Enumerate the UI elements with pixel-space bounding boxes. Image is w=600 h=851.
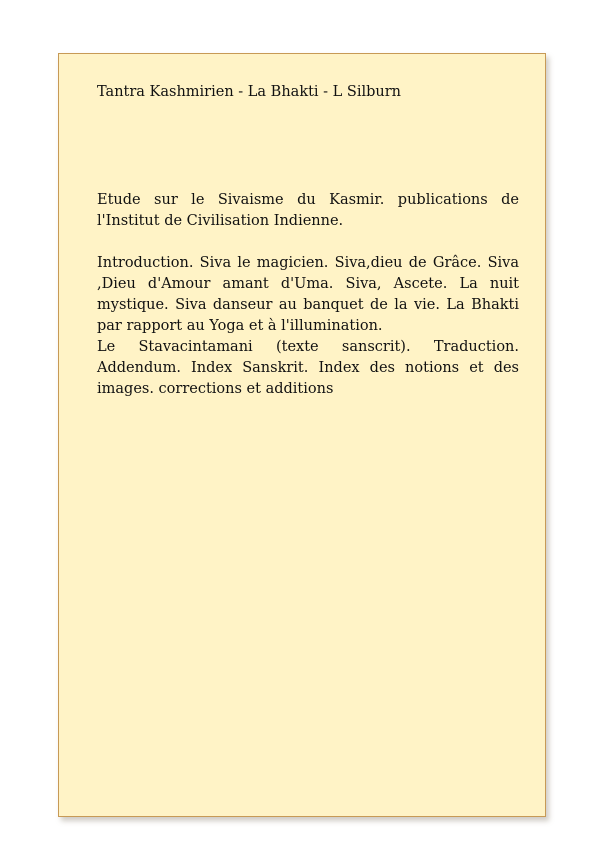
document-title: Tantra Kashmirien - La Bhakti - L Silburn bbox=[97, 84, 402, 100]
paragraph-spacer bbox=[97, 232, 519, 253]
contents-paragraph-1: Introduction. Siva le magicien. Siva,dieu de Grâce. Siva ,Dieu d'Amour amant d'Uma. Siva, Ascete. La nuit mystique. Siva danseur au banquet de la vie. La Bhakti par rapport au Yoga et à l'illumination. bbox=[97, 255, 519, 334]
document-body bbox=[97, 190, 519, 400]
document-card bbox=[58, 53, 546, 817]
subtitle-paragraph: Etude sur le Sivaisme du Kasmir. publications de l'Institut de Civilisation Indienne. bbox=[97, 192, 519, 229]
contents-paragraph-2: Le Stavacintamani (texte sanscrit). Traduction. Addendum. Index Sanskrit. Index des notions et des images. corrections et additions bbox=[97, 339, 519, 397]
